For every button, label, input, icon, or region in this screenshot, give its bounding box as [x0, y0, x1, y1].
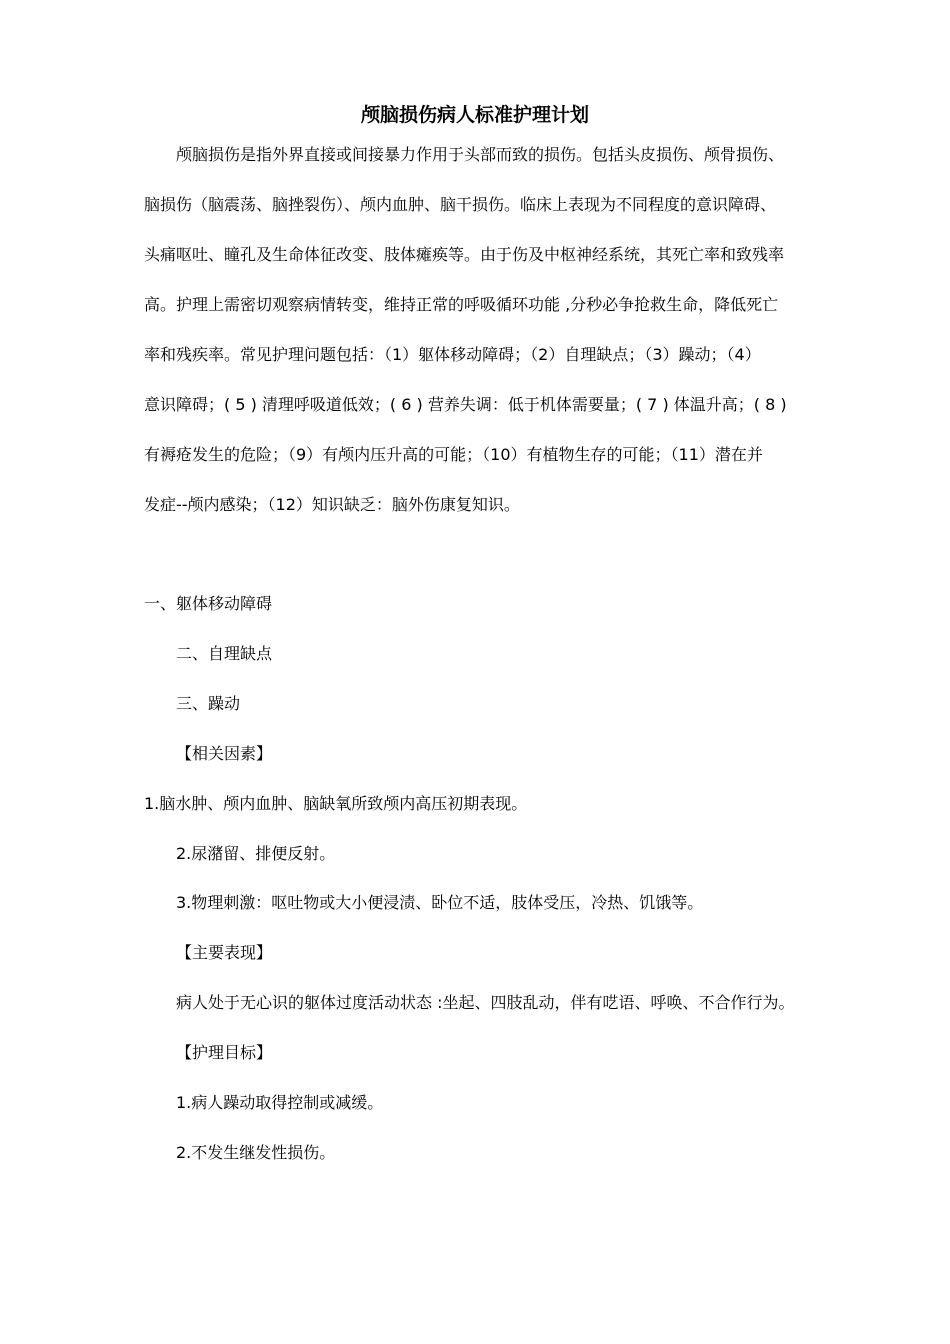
goal-item-2: 2.不发生继发性损伤。: [176, 1143, 336, 1162]
factor-item-3: 3.物理刺激：呕吐物或大小便浸渍、卧位不适，肢体受压，冷热、饥饿等。: [176, 893, 704, 912]
manifestation-text: 病人处于无心识的躯体过度活动状态 :坐起、四肢乱动，伴有呓语、呼唤、不合作行为。: [176, 993, 795, 1012]
factor-item-1: 1.脑水肿、颅内血肿、脑缺氧所致颅内高压初期表现。: [144, 794, 528, 813]
intro-line-5: 率和残疾率。常见护理问题包括：（1）躯体移动障碍；（2）自理缺点；（3）躁动；（4）: [144, 345, 761, 364]
goal-item-1: 1.病人躁动取得控制或减缓。: [176, 1093, 384, 1112]
intro-line-1: 颅脑损伤是指外界直接或间接暴力作用于头部而致的损伤。包括头皮损伤、颅骨损伤、: [176, 145, 785, 164]
intro-line-7: 有褥疮发生的危险；（9）有颅内压升高的可能；（10）有植物生存的可能；（11）潜在并: [144, 445, 763, 464]
intro-line-3: 头痛呕吐、瞳孔及生命体征改变、肢体瘫痪等。由于伤及中枢神经系统，其死亡率和致残率: [144, 245, 785, 264]
heading-main-manifestation: 【主要表现】: [176, 943, 273, 962]
heading-related-factors: 【相关因素】: [176, 744, 273, 763]
intro-line-6: 意识障碍；( 5 ) 清理呼吸道低效；( 6 ) 营养失调：低于机体需要量；( 7 ) 体温升高；( 8 ): [144, 395, 787, 414]
section-heading-2: 二、自理缺点: [176, 644, 273, 663]
heading-nursing-goals: 【护理目标】: [176, 1043, 273, 1062]
intro-line-4: 高。护理上需密切观察病情转变，维持正常的呼吸循环功能 ,分秒必争抢救生命，降低死亡: [144, 295, 779, 314]
factor-item-2: 2.尿潴留、排便反射。: [176, 844, 336, 863]
section-heading-3: 三、躁动: [176, 694, 241, 713]
intro-line-8: 发症--颅内感染；（12）知识缺乏：脑外伤康复知识。: [144, 495, 520, 514]
document-title: 颅脑损伤病人标准护理计划: [360, 104, 589, 126]
section-heading-1: 一、躯体移动障碍: [144, 594, 273, 613]
intro-line-2: 脑损伤（脑震荡、脑挫裂伤）、颅内血肿、脑干损伤。临床上表现为不同程度的意识障碍、: [144, 195, 777, 214]
